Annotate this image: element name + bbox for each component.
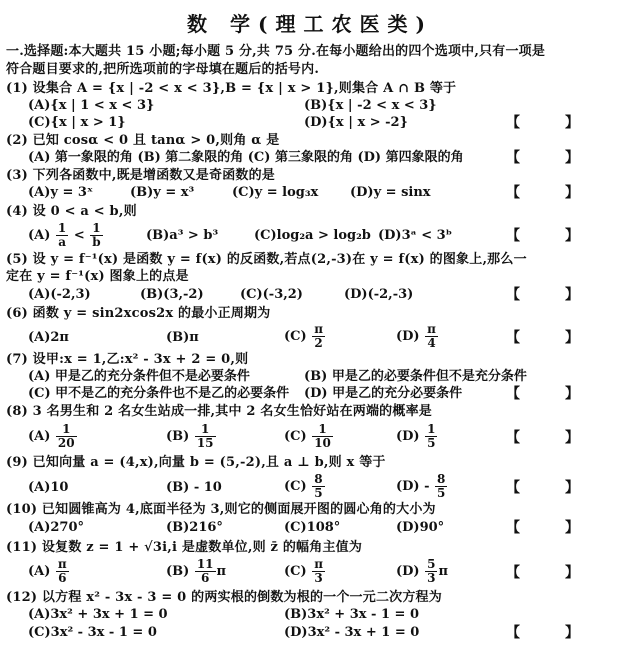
q8-option-b-fraction — [195, 423, 216, 450]
q8-option-d — [396, 422, 438, 452]
q4-answer-bracket-left: 【 — [506, 228, 520, 244]
q4-option-a-rhs-fraction — [90, 222, 102, 249]
q10-option-a: (A)270° — [28, 520, 85, 535]
q3-option-a: (A)y = 3ˣ — [28, 185, 94, 200]
q11-option-d — [396, 557, 448, 587]
q10-option-d: (D)90° — [396, 520, 445, 535]
q3-answer-bracket-left: 【 — [506, 185, 520, 201]
q11-option-c — [284, 557, 326, 587]
q6-option-c-fraction — [312, 323, 325, 350]
q10-option-c: (C)108° — [284, 520, 341, 535]
q9-option-c-fraction — [312, 473, 324, 500]
q4-option-c: (C)log₂a > log₂b — [254, 228, 371, 243]
q1-answer-bracket-left: 【 — [506, 115, 520, 131]
q8-d-numerator: 1 — [427, 422, 436, 436]
q9-stem: (9) 已知向量 a = (4,x),向量 b = (5,-2),且 a ⊥ b,则 x 等于 — [6, 455, 386, 470]
q1-answer-bracket-right: 】 — [565, 115, 579, 131]
q8-option-d-fraction — [425, 423, 437, 450]
q6-answer-bracket-left: 【 — [506, 330, 520, 346]
q11-option-a-fraction — [56, 558, 69, 585]
q5-option-c: (C)(-3,2) — [240, 287, 303, 302]
q12-option-d: (D)3x² - 3x + 1 = 0 — [284, 625, 420, 640]
q11-b-numerator: 11 — [196, 557, 214, 571]
q6-option-a: (A)2π — [28, 330, 69, 345]
q6-option-d-label: (D) — [396, 329, 420, 344]
q4-a-rhs-numerator: 1 — [90, 222, 102, 236]
q12-answer-bracket-left: 【 — [506, 625, 520, 641]
q9-answer-bracket-right: 】 — [565, 480, 579, 496]
q8-d-denominator: 5 — [427, 436, 436, 450]
q3-option-d: (D)y = sinx — [350, 185, 431, 200]
q7-option-b: (B) 甲是乙的必要条件但不是充分条件 — [304, 369, 527, 384]
q8-a-numerator: 1 — [56, 423, 77, 437]
q11-d-numerator: 5 — [427, 557, 436, 571]
q11-stem: (11) 设复数 z = 1 + √3i,i 是虚数单位,则 z̄ 的幅角主值为 — [6, 540, 363, 555]
q3-stem: (3) 下列各函数中,既是增函数又是奇函数的是 — [6, 168, 275, 183]
q6-c-denominator: 2 — [314, 336, 323, 350]
q8-option-c — [284, 422, 334, 452]
q8-option-a — [28, 422, 78, 452]
q1-option-c: (C){x | x > 1} — [28, 115, 126, 130]
q8-c-numerator: 1 — [312, 423, 333, 437]
q7-answer-bracket-left: 【 — [506, 386, 520, 402]
q9-d-denominator: 5 — [437, 486, 446, 500]
q8-stem: (8) 3 名男生和 2 名女生站成一排,其中 2 名女生恰好站在两端的概率是 — [6, 404, 432, 419]
q8-b-numerator: 1 — [195, 423, 216, 437]
q12-option-a: (A)3x² + 3x + 1 = 0 — [28, 607, 168, 622]
q7-stem: (7) 设甲:x = 1,乙:x² - 3x + 2 = 0,则 — [6, 352, 249, 367]
q8-option-b — [166, 422, 217, 452]
section-intro-line-1: 一.选择题:本大题共 15 小题;每小题 5 分,共 75 分.在每小题给出的四个选项中,只有一项是 — [6, 44, 546, 59]
q9-option-d-label: (D) - — [396, 479, 430, 494]
q11-a-denominator: 6 — [58, 571, 67, 585]
q9-option-c-label: (C) — [284, 479, 307, 494]
q11-option-b-fraction — [195, 558, 216, 585]
q11-option-b-label: (B) — [166, 564, 190, 579]
q7-option-d: (D) 甲是乙的充分必要条件 — [304, 386, 463, 401]
q2-answer-bracket-left: 【 — [506, 150, 520, 166]
q11-c-numerator: π — [314, 557, 323, 571]
q5-answer-bracket-left: 【 — [506, 287, 520, 303]
q2-answer-bracket-right: 】 — [565, 150, 579, 166]
q8-option-c-fraction — [312, 423, 333, 450]
q11-c-denominator: 3 — [314, 571, 323, 585]
q3-option-c: (C)y = log₃x — [232, 185, 319, 200]
q12-answer-bracket-right: 】 — [565, 625, 579, 641]
q10-answer-bracket-left: 【 — [506, 520, 520, 536]
q10-option-b: (B)216° — [166, 520, 223, 535]
q8-b-denominator: 15 — [196, 436, 214, 450]
q11-option-c-fraction — [312, 558, 325, 585]
q8-option-b-label: (B) — [166, 429, 190, 444]
q12-stem: (12) 以方程 x² - 3x - 3 = 0 的两实根的倒数为根的一个一元二次方程为 — [6, 590, 442, 605]
q11-b-denominator: 6 — [201, 571, 210, 585]
q5-stem-line-2: 定在 y = f⁻¹(x) 图象上的点是 — [6, 269, 189, 284]
q4-a-lhs-numerator: 1 — [57, 221, 67, 235]
q2-options: (A) 第一象限的角 (B) 第二象限的角 (C) 第三象限的角 (D) 第四象限的角 — [28, 150, 464, 165]
q10-answer-bracket-right: 】 — [565, 520, 579, 536]
q1-option-a: (A){x | 1 < x < 3} — [28, 98, 155, 113]
q4-answer-bracket-right: 】 — [565, 228, 579, 244]
q9-option-a: (A)10 — [28, 480, 69, 495]
q8-c-denominator: 10 — [314, 436, 331, 450]
q4-option-a-relation: < — [73, 228, 85, 243]
q5-stem-line-1: (5) 设 y = f⁻¹(x) 是函数 y = f(x) 的反函数,若点(2,-3)在 y = f(x) 的图象上,那么一 — [6, 252, 527, 267]
q8-option-a-fraction — [56, 423, 77, 450]
q3-option-b: (B)y = x³ — [130, 185, 195, 200]
q9-d-numerator: 8 — [437, 472, 446, 486]
q11-answer-bracket-right: 】 — [565, 565, 579, 581]
q11-option-b-pi: π — [216, 564, 227, 579]
q11-answer-bracket-left: 【 — [506, 565, 520, 581]
q11-option-b — [166, 557, 226, 587]
q6-option-b: (B)π — [166, 330, 199, 345]
q4-a-lhs-denominator: a — [58, 235, 66, 249]
q4-option-a-lhs-fraction — [56, 222, 68, 249]
q4-option-a — [28, 222, 104, 250]
q6-d-denominator: 4 — [427, 336, 436, 350]
q9-option-b: (B) - 10 — [166, 480, 222, 495]
q2-stem: (2) 已知 cosα < 0 且 tanα > 0,则角 α 是 — [6, 133, 280, 148]
q11-option-c-label: (C) — [284, 564, 307, 579]
q8-option-a-label: (A) — [28, 429, 51, 444]
q4-a-rhs-denominator: b — [92, 235, 101, 249]
q6-option-c-label: (C) — [284, 329, 307, 344]
q9-option-d — [396, 472, 448, 502]
q7-answer-bracket-right: 】 — [565, 386, 579, 402]
q7-option-a: (A) 甲是乙的充分条件但不是必要条件 — [28, 369, 250, 384]
q7-option-c: (C) 甲不是乙的充分条件也不是乙的必要条件 — [28, 386, 290, 401]
q9-c-numerator: 8 — [314, 472, 323, 486]
q11-d-denominator: 3 — [427, 571, 436, 585]
q1-option-b: (B){x | -2 < x < 3} — [304, 98, 437, 113]
q11-option-d-fraction — [425, 558, 437, 585]
q11-option-a — [28, 557, 70, 587]
q9-option-d-fraction — [435, 473, 447, 500]
q4-option-b: (B)a³ > b³ — [146, 228, 219, 243]
q6-stem: (6) 函数 y = sin2xcos2x 的最小正周期为 — [6, 306, 271, 321]
q1-option-d: (D){x | x > -2} — [304, 115, 408, 130]
q8-option-d-label: (D) — [396, 429, 420, 444]
q4-stem: (4) 设 0 < a < b,则 — [6, 204, 137, 219]
q6-d-numerator: π — [427, 322, 436, 336]
q4-option-a-label: (A) — [28, 228, 51, 243]
q6-option-d-fraction — [425, 323, 438, 350]
q12-option-b: (B)3x² + 3x - 1 = 0 — [284, 607, 420, 622]
q8-a-denominator: 20 — [57, 436, 75, 450]
page-title: 数 学(理工农医类) — [187, 12, 433, 36]
q5-option-a: (A)(-2,3) — [28, 287, 91, 302]
q10-stem: (10) 已知圆锥高为 4,底面半径为 3,则它的侧面展开图的圆心角的大小为 — [6, 502, 436, 517]
q6-answer-bracket-right: 】 — [565, 330, 579, 346]
q5-option-d: (D)(-2,-3) — [344, 287, 414, 302]
q3-answer-bracket-right: 】 — [565, 185, 579, 201]
q11-option-d-pi: π — [438, 564, 448, 579]
q11-a-numerator: π — [57, 557, 67, 571]
q9-answer-bracket-left: 【 — [506, 480, 520, 496]
q5-answer-bracket-right: 】 — [565, 287, 579, 303]
q6-option-c — [284, 322, 326, 352]
section-intro-line-2: 符合题目要求的,把所选项前的字母填在题后的括号内. — [6, 62, 320, 77]
q5-option-b: (B)(3,-2) — [140, 287, 204, 302]
q11-option-a-label: (A) — [28, 564, 51, 579]
q8-answer-bracket-right: 】 — [565, 430, 579, 446]
q6-c-numerator: π — [314, 322, 323, 336]
q4-option-d: (D)3ᵃ < 3ᵇ — [378, 228, 453, 243]
q9-option-c — [284, 472, 326, 502]
q9-c-denominator: 5 — [314, 486, 323, 500]
q11-option-d-label: (D) — [396, 564, 420, 579]
q6-option-d — [396, 322, 439, 352]
q8-answer-bracket-left: 【 — [506, 430, 520, 446]
q1-stem: (1) 设集合 A = {x | -2 < x < 3},B = {x | x > 1},则集合 A ∩ B 等于 — [6, 81, 457, 96]
q12-option-c: (C)3x² - 3x - 1 = 0 — [28, 625, 157, 640]
q8-option-c-label: (C) — [284, 429, 307, 444]
